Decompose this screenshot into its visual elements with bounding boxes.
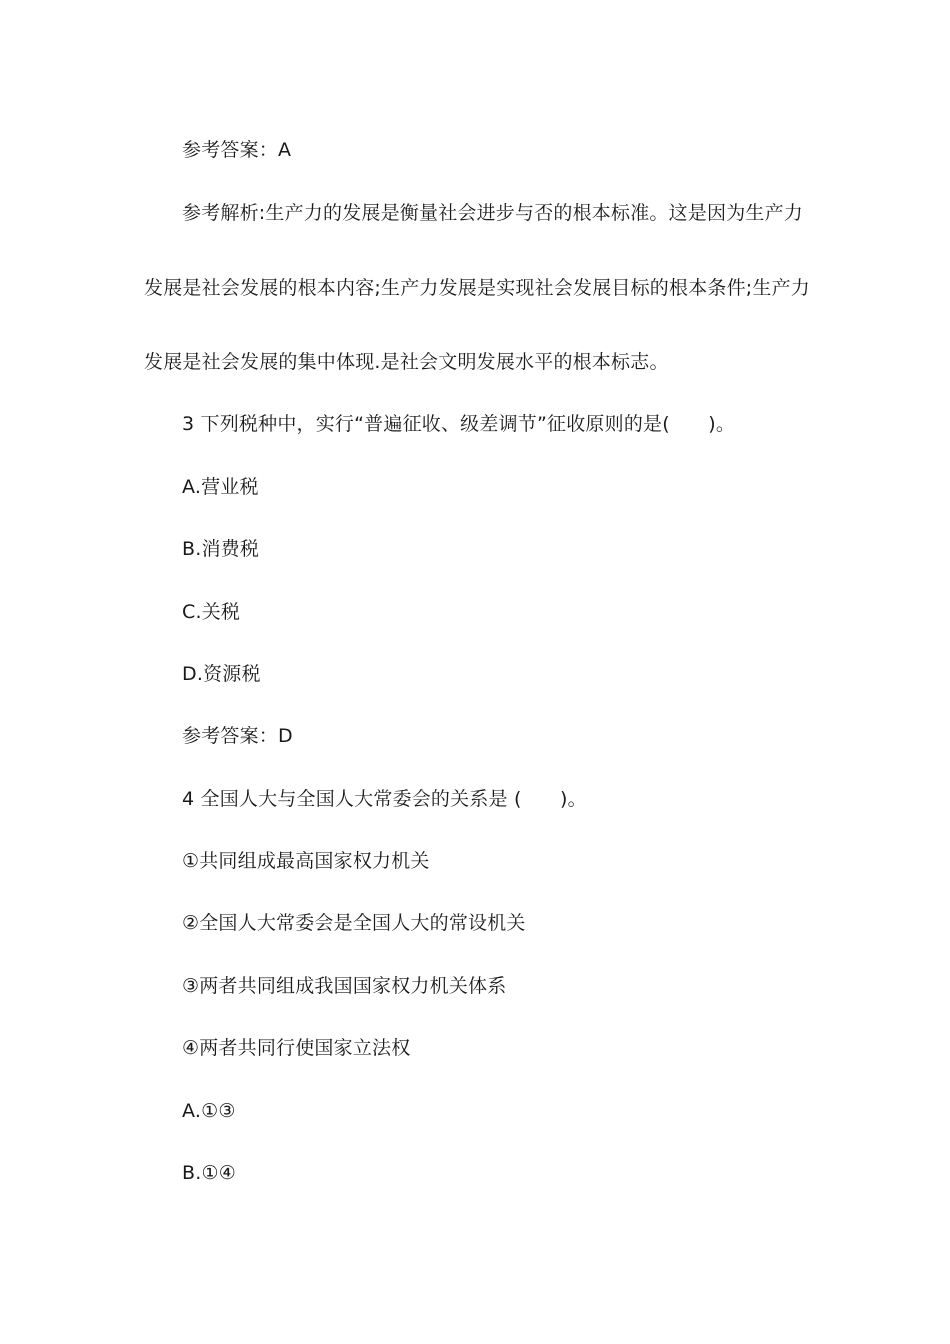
q4-statement-3: ③两者共同组成我国国家权力机关体系 — [182, 975, 507, 997]
q3-option-b: B.消费税 — [182, 538, 260, 560]
q4-option-b: B.①④ — [182, 1162, 236, 1184]
q3-option-c: C.关税 — [182, 601, 241, 623]
q2-analysis-line-3: 发展是社会发展的集中体现.是社会文明发展水平的根本标志。 — [144, 351, 669, 373]
q4-statement-4: ④两者共同行使国家立法权 — [182, 1037, 411, 1059]
q4-option-a: A.①③ — [182, 1100, 236, 1122]
q2-analysis-line-2: 发展是社会发展的根本内容;生产力发展是实现社会发展目标的根本条件;生产力 — [144, 277, 811, 299]
q4-statement-1: ①共同组成最高国家权力机关 — [182, 850, 430, 872]
q3-option-a: A.营业税 — [182, 476, 259, 498]
q2-answer: 参考答案：A — [182, 139, 292, 161]
q3-option-d: D.资源税 — [182, 663, 261, 685]
q3-question: 3 下列税种中，实行“普遍征收、级差调节”征收原则的是( )。 — [182, 413, 736, 435]
q4-statement-2: ②全国人大常委会是全国人大的常设机关 — [182, 912, 526, 934]
q2-analysis-line-1: 参考解析:生产力的发展是衡量社会进步与否的根本标准。这是因为生产力 — [182, 202, 804, 224]
q4-question: 4 全国人大与全国人大常委会的关系是 ( )。 — [182, 788, 587, 810]
q3-answer: 参考答案：D — [182, 725, 293, 747]
